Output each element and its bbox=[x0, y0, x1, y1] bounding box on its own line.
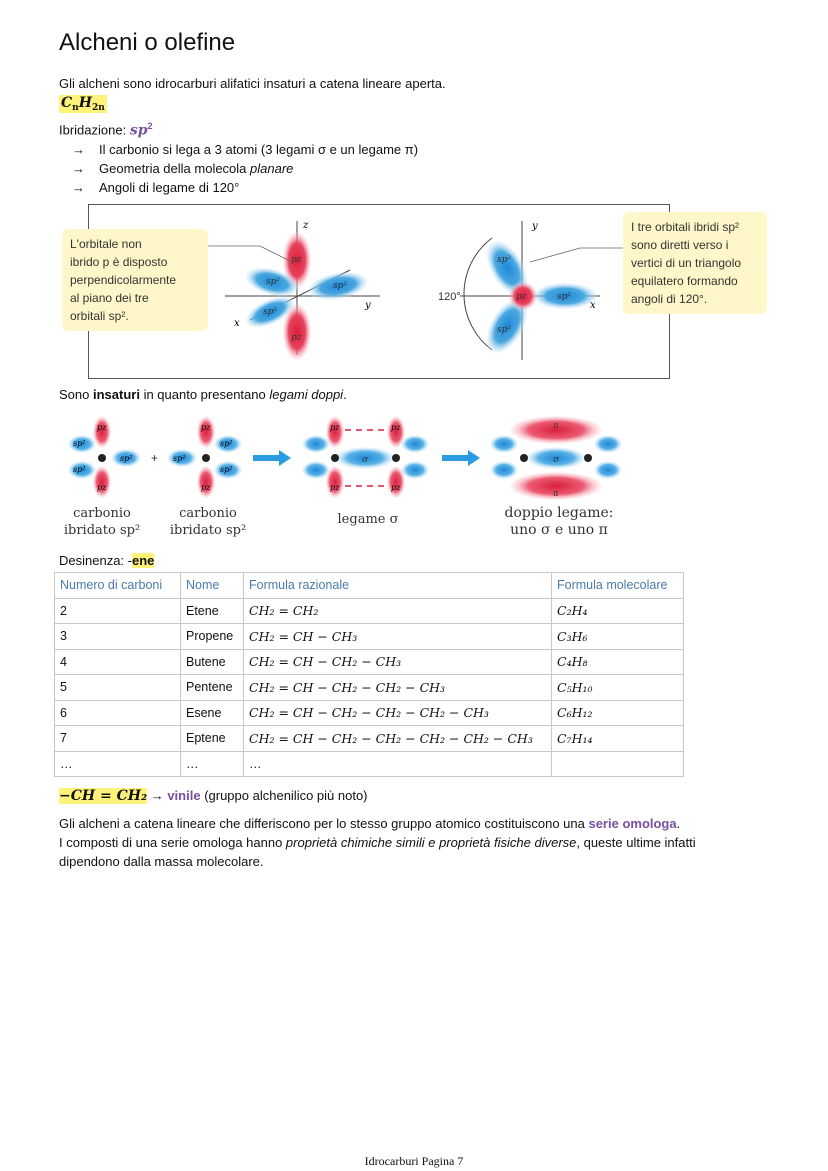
svg-text:pz: pz bbox=[391, 423, 401, 432]
sigma-bond bbox=[302, 416, 429, 498]
double-bond bbox=[490, 416, 622, 500]
table-row: 7 Eptene CH₂ = CH − CH₂ − CH₂ − CH₂ − CH₂ − CH₃ C₇H₁₄ bbox=[55, 726, 684, 752]
title-rest: o olefine bbox=[137, 29, 236, 56]
page-title bbox=[59, 29, 235, 57]
title-main: Alcheni bbox=[59, 29, 138, 56]
bullet-list bbox=[72, 140, 418, 197]
sp2-label: sp² bbox=[263, 307, 277, 317]
intro-text: Gli alcheni sono idrocarburi alifatici insaturi a catena lineare aperta. bbox=[59, 76, 446, 91]
svg-text:σ: σ bbox=[553, 455, 560, 465]
pz-label: pz bbox=[291, 333, 302, 343]
unsaturated-line: Sono insaturi in quanto presentano legami doppi. bbox=[59, 387, 347, 402]
svg-text:pz: pz bbox=[330, 423, 340, 432]
axis-label-z: z bbox=[303, 220, 309, 231]
alkenes-table bbox=[54, 572, 684, 777]
axis-label-y: y bbox=[365, 300, 371, 311]
list-item: → Geometria della molecola planare bbox=[72, 161, 294, 176]
sp2-label: sp² bbox=[557, 292, 571, 302]
sp2-label: sp² bbox=[266, 277, 280, 287]
angle-label: 120° bbox=[438, 291, 461, 303]
svg-text:sp²: sp² bbox=[220, 439, 233, 448]
svg-text:σ: σ bbox=[362, 455, 369, 465]
table-row: 2 Etene CH₂ = CH₂ C₂H₄ bbox=[55, 598, 684, 624]
list-item: → Angoli di legame di 120° bbox=[72, 180, 240, 195]
axis-label-x: x bbox=[234, 318, 240, 329]
svg-text:sp²: sp² bbox=[73, 439, 86, 448]
svg-text:π: π bbox=[553, 489, 559, 498]
table-row: 6 Esene CH₂ = CH − CH₂ − CH₂ − CH₂ − CH₃ C₆H₁₂ bbox=[55, 700, 684, 726]
svg-text:pz: pz bbox=[391, 483, 401, 492]
caption-carbon-1: carbonio ibridato sp² bbox=[63, 506, 141, 538]
homologous-series-paragraph: Gli alcheni a catena lineare che differiscono per lo stesso gruppo atomico costituiscono una serie omologa. I composti di una serie omologa hanno proprietà chimiche simili e proprietà fisiche diverse, queste ultime infatti dipendono dalla massa molecolare. bbox=[59, 816, 696, 869]
reaction-arrow bbox=[253, 450, 291, 466]
svg-text:pz: pz bbox=[330, 483, 340, 492]
note-left: L'orbitale non ibrido p è disposto perpendicolarmente al piano dei tre orbitali sp². bbox=[62, 229, 208, 331]
suffix-line: Desinenza: -ene bbox=[59, 553, 155, 568]
caption-sigma-bond: legame σ bbox=[337, 512, 399, 527]
svg-text:π: π bbox=[553, 421, 559, 430]
svg-text:pz: pz bbox=[201, 423, 211, 432]
pz-label: pz bbox=[516, 292, 527, 302]
svg-text:pz: pz bbox=[97, 423, 107, 432]
table-row: 5 Pentene CH₂ = CH − CH₂ − CH₂ − CH₃ C₅H₁₀ bbox=[55, 675, 684, 701]
table-row: 4 Butene CH₂ = CH − CH₂ − CH₃ C₄H₈ bbox=[55, 649, 684, 675]
table-header-row bbox=[55, 573, 684, 599]
header-cell: Numero di carboni bbox=[55, 573, 181, 599]
orbital-left bbox=[208, 220, 380, 360]
header-cell: Nome bbox=[181, 573, 244, 599]
general-formula: $C_nH_{2n}$ bbox=[61, 95, 105, 113]
orbital-right bbox=[438, 221, 625, 360]
svg-text:pz: pz bbox=[201, 483, 211, 492]
sp2-label: sp² bbox=[497, 325, 511, 335]
carbon-2 bbox=[167, 416, 242, 498]
axis-label-x: x bbox=[590, 300, 596, 311]
header-cell: Formula razionale bbox=[244, 573, 552, 599]
sp2-label: sp² bbox=[497, 255, 511, 265]
svg-text:sp²: sp² bbox=[173, 454, 186, 463]
vinyl-line: −CH = CH₂ → vinile (gruppo alchenilico più noto) bbox=[59, 788, 368, 804]
reaction-arrow bbox=[442, 450, 480, 466]
table-row: … … … bbox=[55, 751, 684, 777]
list-item: → Il carbonio si lega a 3 atomi (3 legami σ e un legame π) bbox=[72, 142, 419, 157]
sp2-label: sp² bbox=[333, 281, 347, 291]
note-right: I tre orbitali ibridi sp² sono diretti verso i vertici di un triangolo equilatero formando angoli di 120°. bbox=[623, 212, 767, 314]
table-row: 3 Propene CH₂ = CH − CH₃ C₃H₆ bbox=[55, 624, 684, 650]
page-footer: Idrocarburi Pagina 7 bbox=[364, 1154, 464, 1168]
svg-text:sp²: sp² bbox=[73, 465, 86, 474]
hybridization-line: Ibridazione: $sp^2$ bbox=[59, 121, 153, 139]
axis-label-y: y bbox=[532, 221, 538, 232]
double-bond-figure bbox=[60, 410, 640, 500]
caption-double-bond: doppio legame: uno σ e uno π bbox=[504, 505, 614, 538]
plus-sign: + bbox=[151, 451, 159, 465]
svg-text:pz: pz bbox=[97, 483, 107, 492]
svg-text:sp²: sp² bbox=[220, 465, 233, 474]
header-cell: Formula molecolare bbox=[552, 573, 684, 599]
pz-label: pz bbox=[291, 255, 302, 265]
caption-carbon-2: carbonio ibridato sp² bbox=[169, 506, 247, 538]
carbon-1 bbox=[68, 416, 141, 498]
svg-text:sp²: sp² bbox=[120, 454, 133, 463]
